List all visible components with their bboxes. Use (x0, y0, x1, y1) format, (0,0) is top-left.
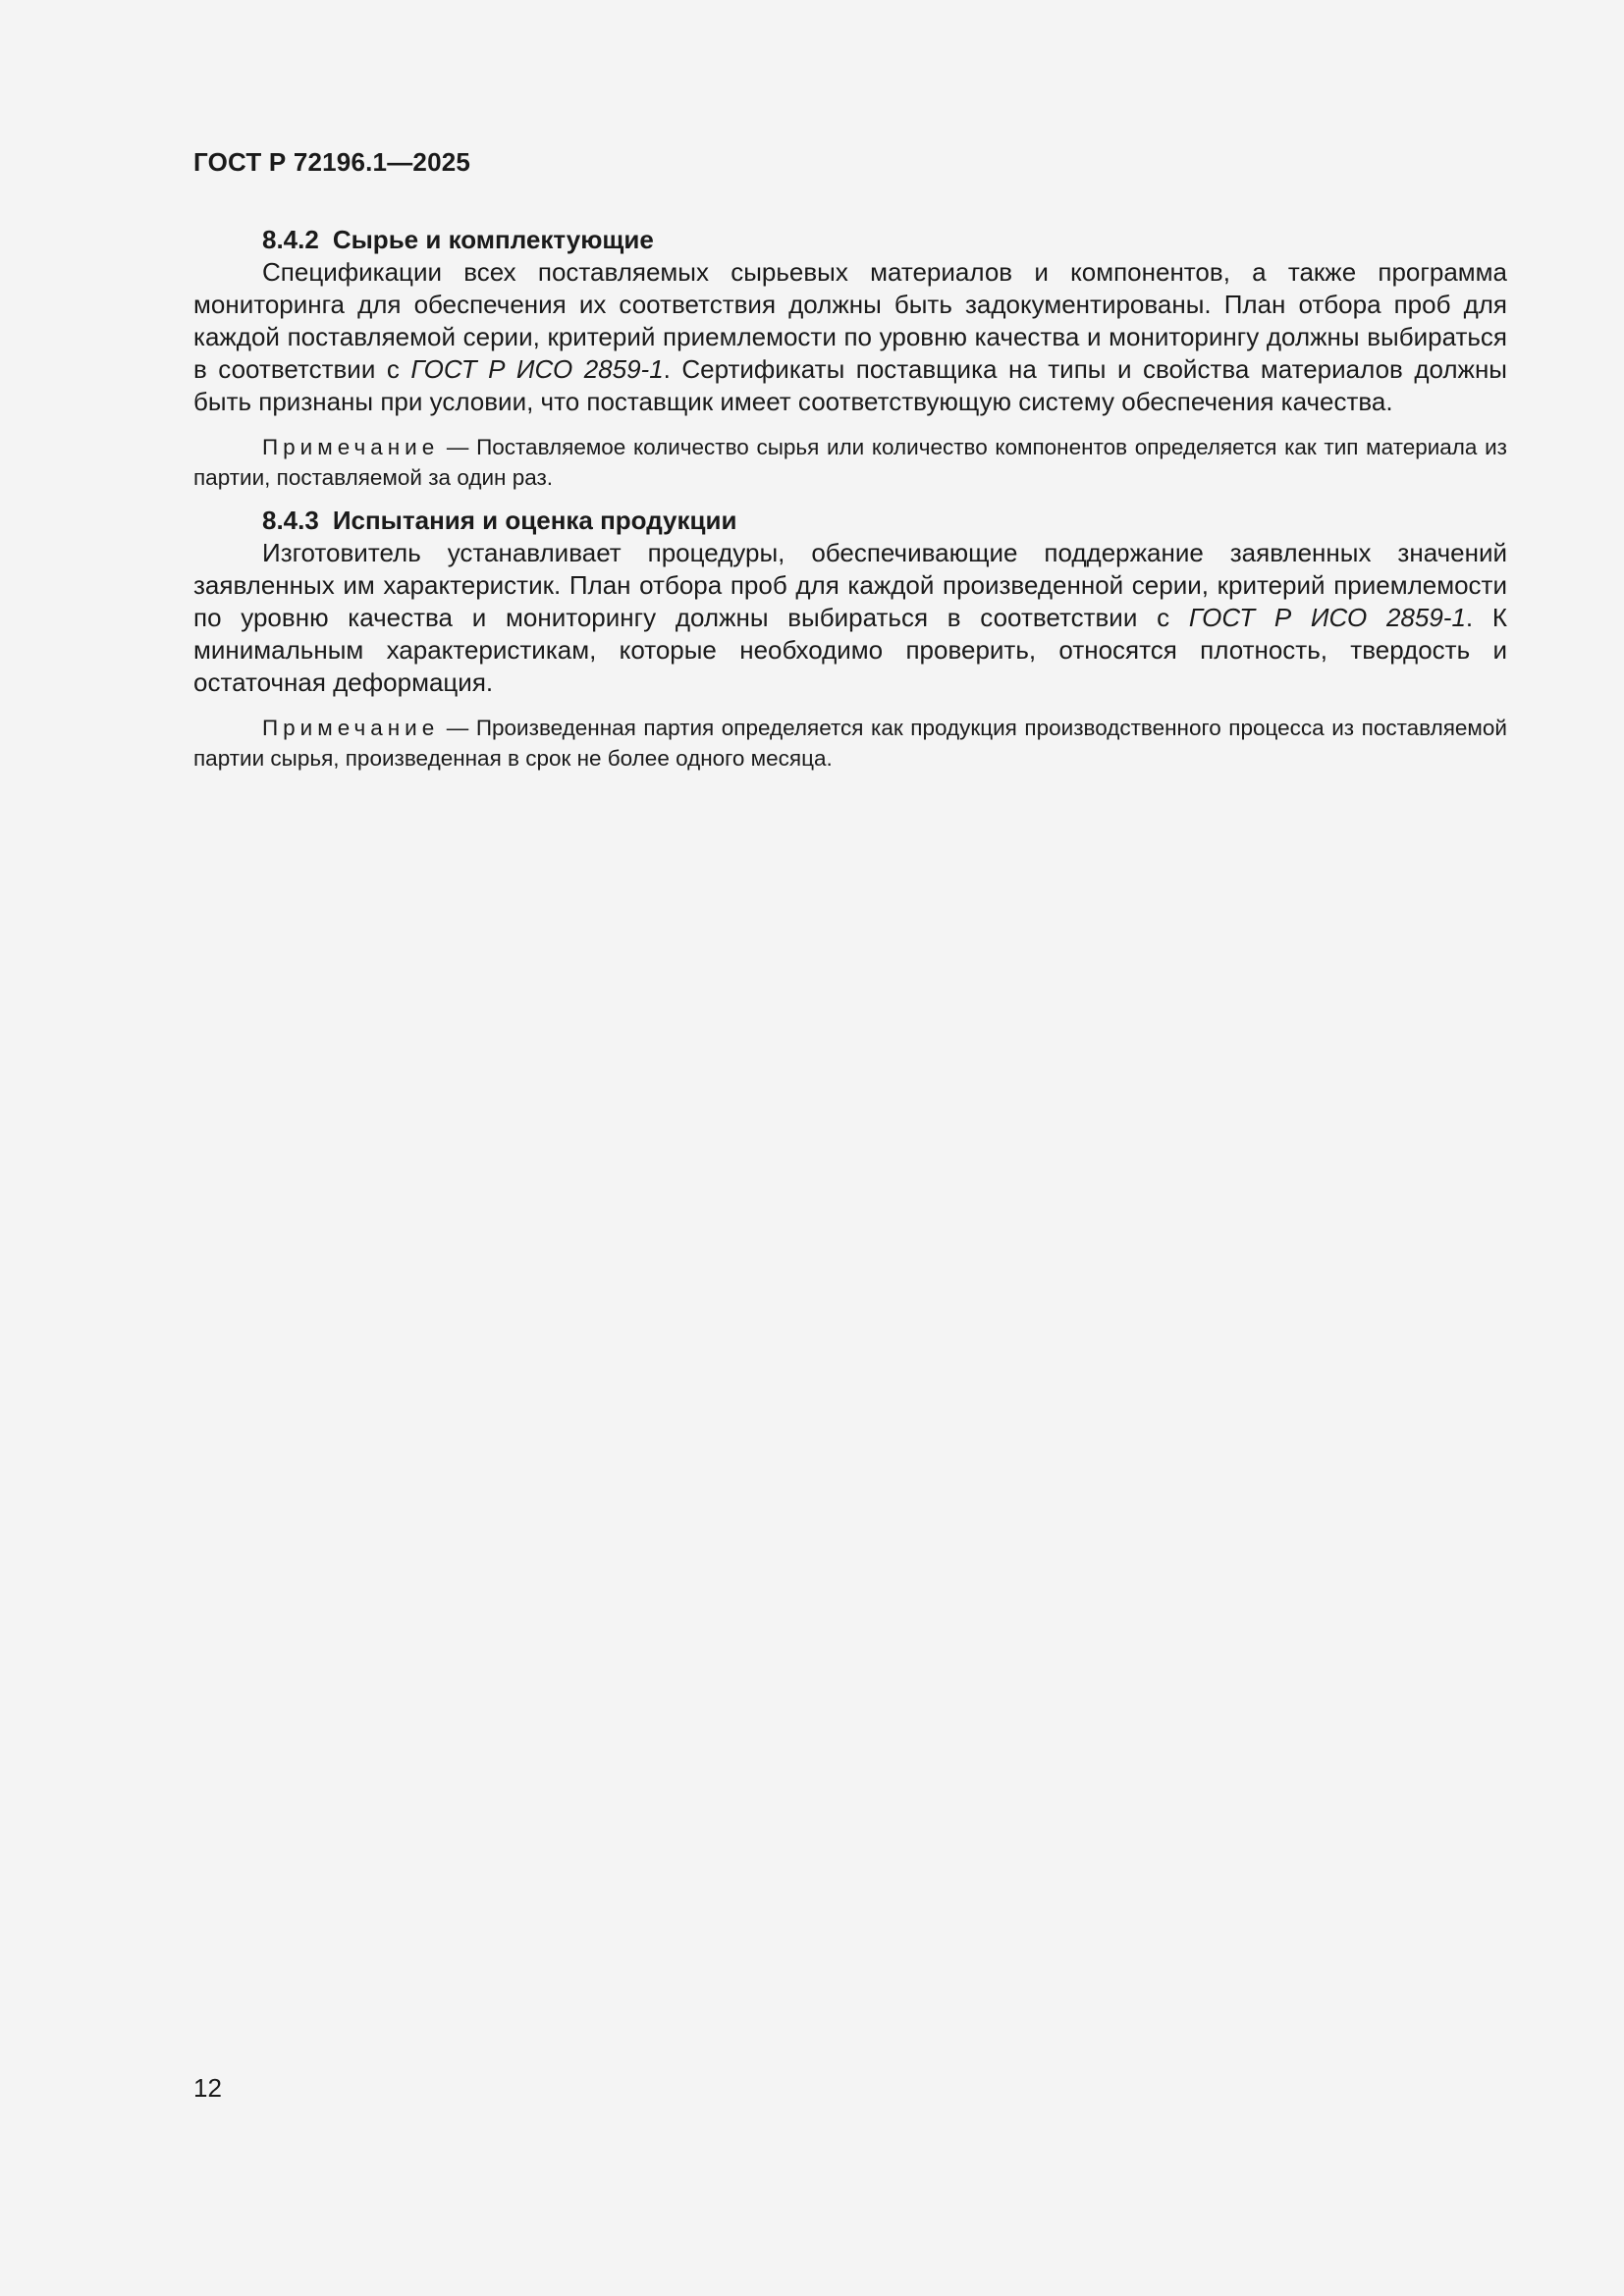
document-content (193, 224, 1507, 774)
document-page (193, 0, 1507, 2296)
standard-reference: ГОСТ Р ИСО 2859-1 (1188, 603, 1466, 632)
section-heading (193, 224, 1507, 256)
note-label: Примечание (262, 435, 440, 459)
section-number: 8.4.2 (262, 225, 319, 254)
section-8-4-2 (193, 224, 1507, 493)
note-paragraph (193, 713, 1507, 774)
section-paragraph (193, 537, 1507, 699)
section-paragraph (193, 256, 1507, 418)
section-heading (193, 505, 1507, 537)
section-title-text: Сырье и комплектующие (332, 225, 654, 254)
standard-reference: ГОСТ Р ИСО 2859-1 (410, 354, 664, 384)
document-id-header: ГОСТ Р 72196.1—2025 (193, 147, 471, 177)
note-paragraph (193, 432, 1507, 493)
page-number: 12 (193, 2073, 222, 2103)
section-title-text: Испытания и оценка продукции (332, 506, 737, 535)
section-8-4-3 (193, 505, 1507, 774)
note-text: — Поставляемое количество сырья или количество компонентов определяется как тип материала из партии, поставляемой за один раз. (193, 435, 1507, 490)
paragraph-text: Спецификации всех поставляемых сырьевых материалов и компонентов, а также программа мониторинга для обеспечения их соответствия должны быть задокументированы. План отбора проб для каждой поставляемой серии, критерий приемлемости по уровню качества и мониторингу должны выбираться в соответствии с (193, 257, 1507, 384)
note-text: — Произведенная партия определяется как продукция производственного процесса из поставляемой партии сырья, произведенная в срок не более одного месяца. (193, 716, 1507, 771)
note-label: Примечание (262, 716, 440, 740)
paragraph-text: . К минимальным характеристикам, которые необходимо проверить, относятся плотность, твердость и остаточная деформация. (193, 603, 1508, 697)
paragraph-text: . Сертификаты поставщика на типы и свойства материалов должны быть признаны при условии, что поставщик имеет соответствующую систему обеспечения качества. (193, 354, 1507, 416)
paragraph-text: Изготовитель устанавливает процедуры, обеспечивающие поддержание заявленных значений заявленных им характеристик. План отбора проб для каждой произведенной серии, критерий приемлемости по уровню качества и мониторингу должны выбираться в соответствии с (193, 538, 1507, 632)
section-number: 8.4.3 (262, 506, 319, 535)
